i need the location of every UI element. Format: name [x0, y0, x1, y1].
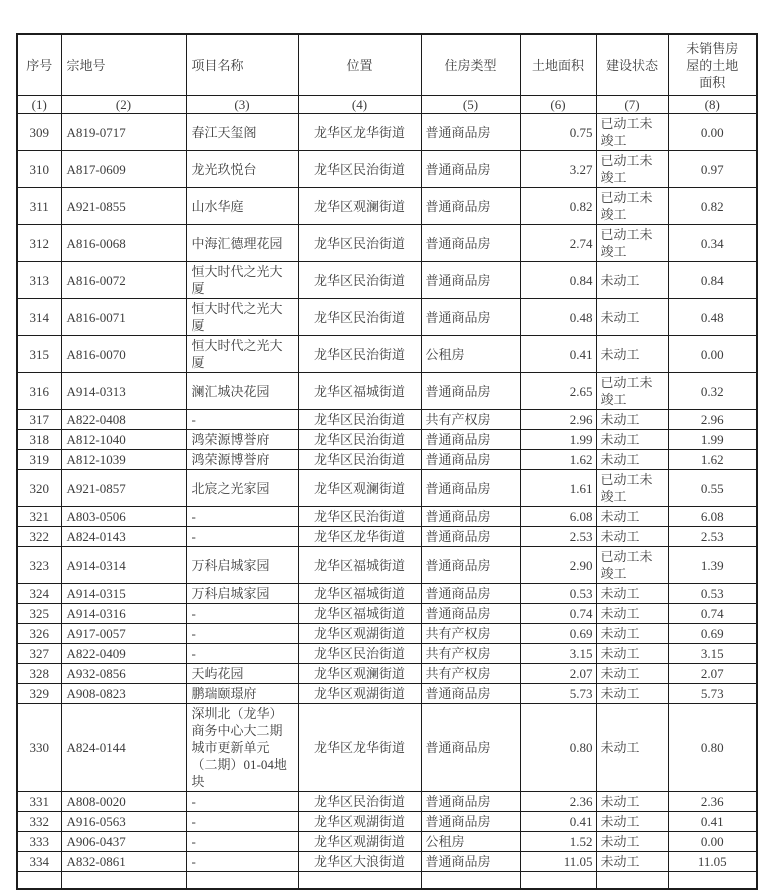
header-unsold-land-area: [668, 34, 757, 96]
table-row: [17, 664, 757, 684]
cell-housing-type: 公租房: [421, 336, 520, 373]
table-row: [17, 225, 757, 262]
land-parcel-table: [16, 33, 758, 890]
cell-serial: 330: [17, 704, 61, 792]
cell-status: 未动工: [596, 584, 668, 604]
cell-status: 未动工: [596, 507, 668, 527]
table-row: [17, 188, 757, 225]
cell-parcel-number: A816-0068: [61, 225, 186, 262]
cell-project-name: -: [186, 507, 298, 527]
cell-project-name: -: [186, 410, 298, 430]
cell-housing-type: 普通商品房: [421, 299, 520, 336]
cell-parcel-number: A916-0563: [61, 812, 186, 832]
table-row: [17, 373, 757, 410]
cell-parcel-number: A917-0057: [61, 624, 186, 644]
cell-unsold-area: 0.84: [668, 262, 757, 299]
cell-status: 未动工: [596, 684, 668, 704]
cell-land-area: 6.08: [520, 507, 596, 527]
cell-location: 龙华区民治街道: [298, 450, 421, 470]
cell-location: 龙华区民治街道: [298, 792, 421, 812]
cell-parcel-number: A832-0861: [61, 852, 186, 872]
cell-serial: 333: [17, 832, 61, 852]
cell-unsold-area: 0.41: [668, 812, 757, 832]
cell-location: 龙华区观湖街道: [298, 812, 421, 832]
column-number-8: (8): [668, 96, 757, 114]
cell-land-area: 1.52: [520, 832, 596, 852]
cell-project-name: -: [186, 852, 298, 872]
cell-serial: 319: [17, 450, 61, 470]
cell-housing-type: 共有产权房: [421, 624, 520, 644]
cell-housing-type: 普通商品房: [421, 604, 520, 624]
header-location: 位置: [298, 34, 421, 96]
cell-serial: 332: [17, 812, 61, 832]
cell-location: 龙华区观湖街道: [298, 832, 421, 852]
cell-parcel-number: A906-0437: [61, 832, 186, 852]
cell-location: 龙华区龙华街道: [298, 527, 421, 547]
cell-project-name: [186, 872, 298, 890]
cell-land-area: [520, 872, 596, 890]
cell-status: 未动工: [596, 852, 668, 872]
table-row: [17, 336, 757, 373]
cell-housing-type: 普通商品房: [421, 704, 520, 792]
cell-location: 龙华区民治街道: [298, 262, 421, 299]
cell-unsold-area: 3.15: [668, 644, 757, 664]
header-unsold-land-area-label: 未销售房屋的土地面积: [686, 40, 739, 90]
cell-land-area: 2.74: [520, 225, 596, 262]
cell-status: 未动工: [596, 299, 668, 336]
cell-housing-type: 普通商品房: [421, 584, 520, 604]
cell-location: 龙华区福城街道: [298, 373, 421, 410]
cell-land-area: 2.07: [520, 664, 596, 684]
cell-housing-type: 普通商品房: [421, 188, 520, 225]
cell-location: 龙华区龙华街道: [298, 704, 421, 792]
cell-unsold-area: 2.07: [668, 664, 757, 684]
cell-project-name: 春江天玺阁: [186, 114, 298, 151]
cell-housing-type: 普通商品房: [421, 812, 520, 832]
cell-housing-type: 普通商品房: [421, 373, 520, 410]
cell-project-name: 天屿花园: [186, 664, 298, 684]
table-row: [17, 430, 757, 450]
cell-unsold-area: 2.96: [668, 410, 757, 430]
cell-land-area: 3.15: [520, 644, 596, 664]
table-row: [17, 704, 757, 792]
cell-location: 龙华区观澜街道: [298, 470, 421, 507]
cell-location: 龙华区大浪街道: [298, 852, 421, 872]
cell-unsold-area: 0.00: [668, 336, 757, 373]
cell-housing-type: 普通商品房: [421, 225, 520, 262]
cell-unsold-area: 0.82: [668, 188, 757, 225]
table-header: [17, 34, 757, 114]
cell-parcel-number: A816-0070: [61, 336, 186, 373]
cell-serial: 334: [17, 852, 61, 872]
cell-unsold-area: 0.00: [668, 114, 757, 151]
cell-parcel-number: A816-0071: [61, 299, 186, 336]
column-number-3: (3): [186, 96, 298, 114]
cell-housing-type: 普通商品房: [421, 151, 520, 188]
cell-location: 龙华区观澜街道: [298, 188, 421, 225]
cell-status: 未动工: [596, 704, 668, 792]
cell-land-area: 2.96: [520, 410, 596, 430]
cell-land-area: 0.41: [520, 336, 596, 373]
cell-housing-type: 普通商品房: [421, 114, 520, 151]
cell-serial: 314: [17, 299, 61, 336]
cell-location: 龙华区福城街道: [298, 584, 421, 604]
cell-unsold-area: 0.32: [668, 373, 757, 410]
table-row: [17, 547, 757, 584]
cell-serial: 312: [17, 225, 61, 262]
cell-parcel-number: A803-0506: [61, 507, 186, 527]
cell-status: 未动工: [596, 450, 668, 470]
cell-land-area: 0.75: [520, 114, 596, 151]
cell-land-area: 0.69: [520, 624, 596, 644]
cell-housing-type: 普通商品房: [421, 262, 520, 299]
table-row: [17, 151, 757, 188]
cell-serial: 324: [17, 584, 61, 604]
header-land-area: 土地面积: [520, 34, 596, 96]
cell-parcel-number: A932-0856: [61, 664, 186, 684]
cell-location: 龙华区民治街道: [298, 430, 421, 450]
table-row: [17, 644, 757, 664]
cell-land-area: 2.36: [520, 792, 596, 812]
cell-housing-type: 普通商品房: [421, 527, 520, 547]
cell-housing-type: 共有产权房: [421, 664, 520, 684]
cell-serial: 318: [17, 430, 61, 450]
cell-parcel-number: A822-0409: [61, 644, 186, 664]
cell-parcel-number: A908-0823: [61, 684, 186, 704]
cell-unsold-area: 2.53: [668, 527, 757, 547]
cell-unsold-area: [668, 872, 757, 890]
cell-housing-type: [421, 872, 520, 890]
cell-location: [298, 872, 421, 890]
cell-serial: 310: [17, 151, 61, 188]
header-row: [17, 34, 757, 96]
cell-parcel-number: A921-0857: [61, 470, 186, 507]
cell-serial: 328: [17, 664, 61, 684]
cell-land-area: 2.53: [520, 527, 596, 547]
cell-land-area: 2.90: [520, 547, 596, 584]
cell-land-area: 1.61: [520, 470, 596, 507]
cell-housing-type: 普通商品房: [421, 547, 520, 584]
cell-location: 龙华区民治街道: [298, 225, 421, 262]
cell-project-name: 深圳北（龙华）商务中心大二期城市更新单元（二期）01-04地块: [186, 704, 298, 792]
cell-serial: 329: [17, 684, 61, 704]
table-row: [17, 507, 757, 527]
cell-project-name: -: [186, 624, 298, 644]
cell-serial: 316: [17, 373, 61, 410]
cell-housing-type: 普通商品房: [421, 470, 520, 507]
cell-land-area: 3.27: [520, 151, 596, 188]
cell-status: 已动工未竣工: [596, 470, 668, 507]
cell-land-area: 0.80: [520, 704, 596, 792]
cell-status: 已动工未竣工: [596, 151, 668, 188]
cell-unsold-area: 0.74: [668, 604, 757, 624]
header-construction-status: 建设状态: [596, 34, 668, 96]
cell-housing-type: 普通商品房: [421, 852, 520, 872]
cell-serial: 331: [17, 792, 61, 812]
cell-unsold-area: 1.99: [668, 430, 757, 450]
cell-parcel-number: A812-1039: [61, 450, 186, 470]
cell-location: 龙华区民治街道: [298, 151, 421, 188]
cell-status: 已动工未竣工: [596, 114, 668, 151]
cell-location: 龙华区观澜街道: [298, 664, 421, 684]
cell-project-name: 北宸之光家园: [186, 470, 298, 507]
column-number-1: (1): [17, 96, 61, 114]
table-row: [17, 114, 757, 151]
cell-status: [596, 872, 668, 890]
cell-project-name: 恒大时代之光大厦: [186, 336, 298, 373]
table-row: [17, 684, 757, 704]
cell-serial: 317: [17, 410, 61, 430]
cell-location: 龙华区观湖街道: [298, 684, 421, 704]
cell-status: 已动工未竣工: [596, 188, 668, 225]
cell-parcel-number: A914-0313: [61, 373, 186, 410]
cell-project-name: 鸿荣源博誉府: [186, 450, 298, 470]
cell-project-name: 恒大时代之光大厦: [186, 299, 298, 336]
table-row: [17, 299, 757, 336]
table-row: [17, 832, 757, 852]
cell-parcel-number: A822-0408: [61, 410, 186, 430]
cell-unsold-area: 0.97: [668, 151, 757, 188]
cell-land-area: 0.74: [520, 604, 596, 624]
cell-parcel-number: A914-0314: [61, 547, 186, 584]
cell-location: 龙华区民治街道: [298, 507, 421, 527]
cell-project-name: -: [186, 527, 298, 547]
table-row: [17, 624, 757, 644]
cell-parcel-number: A914-0316: [61, 604, 186, 624]
cell-project-name: -: [186, 812, 298, 832]
cell-serial: 325: [17, 604, 61, 624]
cell-project-name: -: [186, 644, 298, 664]
cell-status: 未动工: [596, 664, 668, 684]
cell-unsold-area: 6.08: [668, 507, 757, 527]
cell-location: 龙华区观湖街道: [298, 624, 421, 644]
table-row: [17, 410, 757, 430]
cell-land-area: 2.65: [520, 373, 596, 410]
cell-status: 未动工: [596, 527, 668, 547]
column-number-4: (4): [298, 96, 421, 114]
cell-serial: 320: [17, 470, 61, 507]
cell-status: 未动工: [596, 792, 668, 812]
table-row: [17, 604, 757, 624]
cell-status: 未动工: [596, 604, 668, 624]
cell-serial: 327: [17, 644, 61, 664]
cell-parcel-number: A817-0609: [61, 151, 186, 188]
header-housing-type: 住房类型: [421, 34, 520, 96]
cell-project-name: -: [186, 792, 298, 812]
cell-unsold-area: 0.55: [668, 470, 757, 507]
column-number-5: (5): [421, 96, 520, 114]
cell-project-name: 鹏瑞颐璟府: [186, 684, 298, 704]
cell-project-name: 恒大时代之光大厦: [186, 262, 298, 299]
cell-parcel-number: A808-0020: [61, 792, 186, 812]
cell-status: 未动工: [596, 336, 668, 373]
cell-location: 龙华区民治街道: [298, 299, 421, 336]
cell-unsold-area: 0.69: [668, 624, 757, 644]
cell-land-area: 0.41: [520, 812, 596, 832]
cell-status: 已动工未竣工: [596, 225, 668, 262]
cell-housing-type: 普通商品房: [421, 507, 520, 527]
cell-parcel-number: [61, 872, 186, 890]
cell-unsold-area: 0.00: [668, 832, 757, 852]
cell-status: 未动工: [596, 410, 668, 430]
cell-status: 已动工未竣工: [596, 547, 668, 584]
cell-status: 未动工: [596, 624, 668, 644]
cell-status: 未动工: [596, 812, 668, 832]
cell-serial: 315: [17, 336, 61, 373]
cell-serial: 326: [17, 624, 61, 644]
cell-unsold-area: 1.39: [668, 547, 757, 584]
cell-project-name: -: [186, 832, 298, 852]
table-body: [17, 114, 757, 890]
table-row: [17, 812, 757, 832]
cell-unsold-area: 5.73: [668, 684, 757, 704]
table-row: [17, 792, 757, 812]
cell-unsold-area: 1.62: [668, 450, 757, 470]
cell-serial: 322: [17, 527, 61, 547]
cell-parcel-number: A824-0143: [61, 527, 186, 547]
cell-land-area: 1.62: [520, 450, 596, 470]
table-row: [17, 470, 757, 507]
cell-parcel-number: A812-1040: [61, 430, 186, 450]
table-row-partial: [17, 872, 757, 890]
cell-location: 龙华区民治街道: [298, 644, 421, 664]
column-number-row: [17, 96, 757, 114]
cell-status: 未动工: [596, 262, 668, 299]
cell-project-name: 鸿荣源博誉府: [186, 430, 298, 450]
cell-parcel-number: A824-0144: [61, 704, 186, 792]
table-row: [17, 450, 757, 470]
cell-unsold-area: 0.80: [668, 704, 757, 792]
cell-unsold-area: 11.05: [668, 852, 757, 872]
cell-serial: 313: [17, 262, 61, 299]
cell-unsold-area: 0.34: [668, 225, 757, 262]
header-project-name: 项目名称: [186, 34, 298, 96]
cell-location: 龙华区民治街道: [298, 410, 421, 430]
cell-parcel-number: A921-0855: [61, 188, 186, 225]
table-row: [17, 527, 757, 547]
cell-status: 未动工: [596, 430, 668, 450]
cell-project-name: 中海汇德理花园: [186, 225, 298, 262]
cell-unsold-area: 0.53: [668, 584, 757, 604]
cell-project-name: 龙光玖悦台: [186, 151, 298, 188]
cell-parcel-number: A819-0717: [61, 114, 186, 151]
cell-project-name: 万科启城家园: [186, 584, 298, 604]
cell-status: 未动工: [596, 644, 668, 664]
header-serial: 序号: [17, 34, 61, 96]
cell-land-area: 0.53: [520, 584, 596, 604]
cell-location: 龙华区龙华街道: [298, 114, 421, 151]
cell-parcel-number: A914-0315: [61, 584, 186, 604]
header-parcel-number: 宗地号: [61, 34, 186, 96]
cell-serial: 311: [17, 188, 61, 225]
cell-location: 龙华区民治街道: [298, 336, 421, 373]
cell-location: 龙华区福城街道: [298, 604, 421, 624]
cell-land-area: 1.99: [520, 430, 596, 450]
column-number-2: (2): [61, 96, 186, 114]
cell-land-area: 0.48: [520, 299, 596, 336]
column-number-7: (7): [596, 96, 668, 114]
cell-housing-type: 公租房: [421, 832, 520, 852]
cell-project-name: 山水华庭: [186, 188, 298, 225]
cell-project-name: -: [186, 604, 298, 624]
cell-serial: [17, 872, 61, 890]
cell-location: 龙华区福城街道: [298, 547, 421, 584]
cell-land-area: 11.05: [520, 852, 596, 872]
column-number-6: (6): [520, 96, 596, 114]
cell-housing-type: 普通商品房: [421, 450, 520, 470]
cell-project-name: 澜汇城决花园: [186, 373, 298, 410]
cell-status: 未动工: [596, 832, 668, 852]
table-row: [17, 262, 757, 299]
cell-serial: 323: [17, 547, 61, 584]
cell-unsold-area: 0.48: [668, 299, 757, 336]
cell-status: 已动工未竣工: [596, 373, 668, 410]
cell-project-name: 万科启城家园: [186, 547, 298, 584]
cell-unsold-area: 2.36: [668, 792, 757, 812]
cell-housing-type: 普通商品房: [421, 430, 520, 450]
cell-housing-type: 共有产权房: [421, 410, 520, 430]
cell-housing-type: 普通商品房: [421, 792, 520, 812]
cell-land-area: 0.82: [520, 188, 596, 225]
cell-serial: 309: [17, 114, 61, 151]
cell-housing-type: 共有产权房: [421, 644, 520, 664]
table-row: [17, 584, 757, 604]
table-row: [17, 852, 757, 872]
cell-land-area: 5.73: [520, 684, 596, 704]
cell-parcel-number: A816-0072: [61, 262, 186, 299]
cell-serial: 321: [17, 507, 61, 527]
cell-housing-type: 普通商品房: [421, 684, 520, 704]
cell-land-area: 0.84: [520, 262, 596, 299]
